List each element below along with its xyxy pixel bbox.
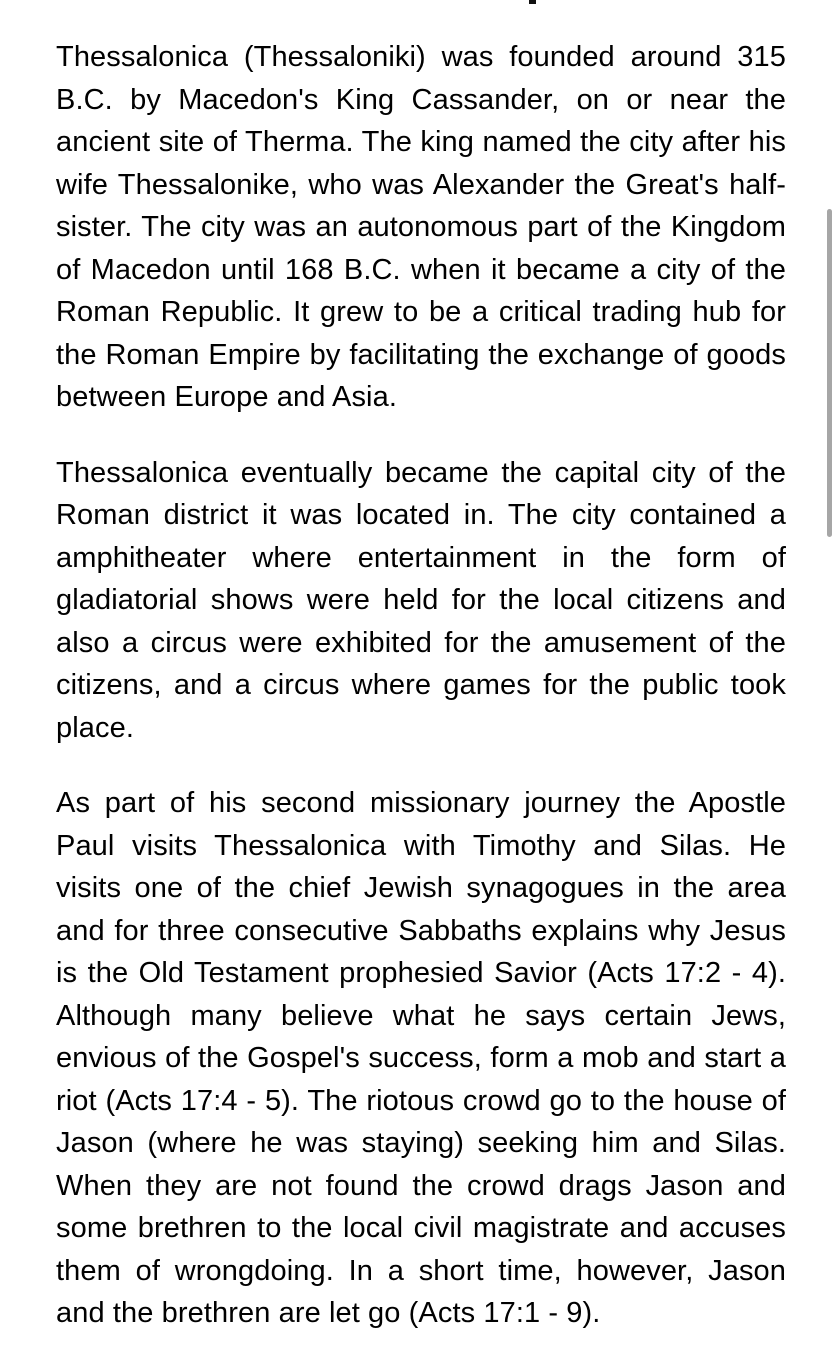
article-paragraph: As part of his second missionary journey the Apostle Paul visits Thessalonica with Timothy and Silas. He visits one of the chief Jewish synagogues in the area and for three consecutive Sabbaths explains why Jesus is the Old Testament prophesied Savior (Acts 17:2 - 4). Although many believe what he says certain Jews, envious of the Gospel's success, form a mob and start a riot (Acts 17:4 - 5). The riotous crowd go to the house of Jason (where he was staying) seeking him and Silas. When they are not found the crowd drags Jason and some brethren to the local civil magistrate and accuses them of wrongdoing. In a short time, however, Jason and the brethren are let go (Acts 17:1 - 9). [56, 787, 786, 1329]
scrollbar-thumb[interactable] [827, 209, 832, 537]
article-paragraph: Thessalonica eventually became the capital city of the Roman district it was located in. The city contained a amphitheater where entertainment in the form of gladiatorial shows were held for the local citizens and also a circus were exhibited for the amusement of the citizens, and a circus where games for the public took place. [56, 456, 786, 744]
article-paragraph: Thessalonica (Thessaloniki) was founded around 315 B.C. by Macedon's King Cassander, on or near the ancient site of Therma. The king named the city after his wife Thessalonike, who was Alexander the Great's half-sister. The city was an autonomous part of the Kingdom of Macedon until 168 B.C. when it became a city of the Roman Republic. It grew to be a critical trading hub for the Roman Empire by facilitating the exchange of goods between Europe and Asia. [56, 41, 786, 413]
